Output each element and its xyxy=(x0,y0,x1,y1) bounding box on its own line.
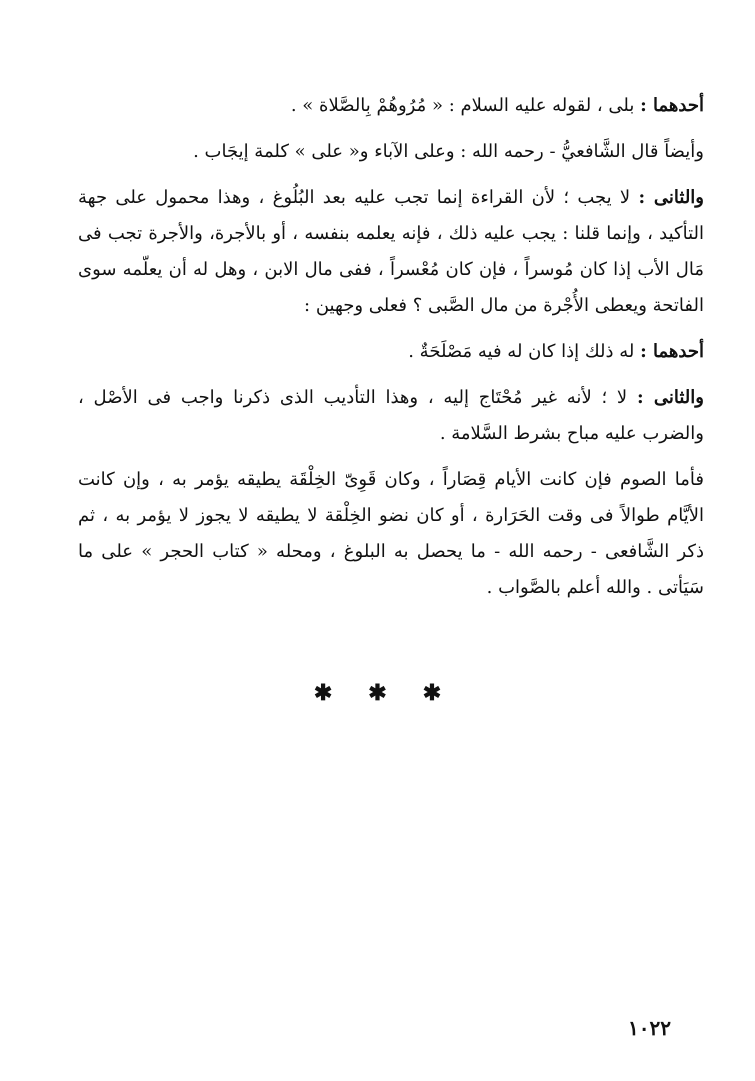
paragraph-lead: أحدهما : xyxy=(640,341,704,362)
star-icon: ✱ xyxy=(422,680,442,706)
section-separator xyxy=(0,680,755,706)
paragraph xyxy=(78,334,704,370)
paragraph-lead: أحدهما : xyxy=(640,95,704,116)
paragraph xyxy=(78,380,704,452)
star-icon: ✱ xyxy=(368,680,387,706)
paragraph-text: لا ؛ لأنه غير مُحْتَاج إليه ، وهذا التأديب الذى ذكرنا واجب فى الأصْل ، والضرب عليه مباح بشرط السَّلامة . xyxy=(78,387,704,444)
paragraph-text: وأيضاً قال الشَّافعيُّ - رحمه الله : وعلى الآباء و« على » كلمة إيجَاب . xyxy=(193,141,704,162)
paragraph-text: فأما الصوم فإن كانت الأيام قِصَاراً ، وكان قَوِىّ الخِلْقَة يطيقه يؤمر به ، وإن كانت الأيَّام طوالاً فى وقت الحَرَارة ، أو كان نضو الخِلْقة لا يطيقه لا يجوز لا يؤمر به ، ثم ذكر الشَّافعى - رحمه الله - ما يحصل به البلوغ ، ومحله « كتاب الحجر » على ما سَيَأتى . والله أعلم بالصَّواب . xyxy=(78,469,704,598)
main-text xyxy=(78,88,704,606)
paragraph-text: بلى ، لقوله عليه السلام : « مُرُوهُمْ بِالصَّلاة » . xyxy=(290,95,641,116)
paragraph-text: له ذلك إذا كان له فيه مَصْلَحَةٌ . xyxy=(408,341,641,362)
paragraph xyxy=(78,462,704,606)
paragraph xyxy=(78,180,704,324)
paragraph xyxy=(78,134,704,170)
page-number: ١٠٢٢ xyxy=(628,1016,671,1040)
paragraph xyxy=(78,88,704,124)
star-icon: ✱ xyxy=(313,680,333,706)
paragraph-lead: والثانى : xyxy=(636,387,704,408)
paragraph-lead: والثانى : xyxy=(638,187,704,208)
paragraph-text: لا يجب ؛ لأن القراءة إنما تجب عليه بعد البُلُوغ ، وهذا محمول على جهة التأكيد ، وإنما قلنا : يجب عليه ذلك ، فإنه يعلمه بنفسه ، أو بالأجرة، والأجرة تجب فى مَال الأب إذا كان مُوسراً ، فإن كان مُعْسراً ، ففى مال الابن ، وهل له أن يعلّمه سوى الفاتحة ويعطى الأُجْرة من مال الصَّبى ؟ فعلى وجهين : xyxy=(78,187,704,316)
